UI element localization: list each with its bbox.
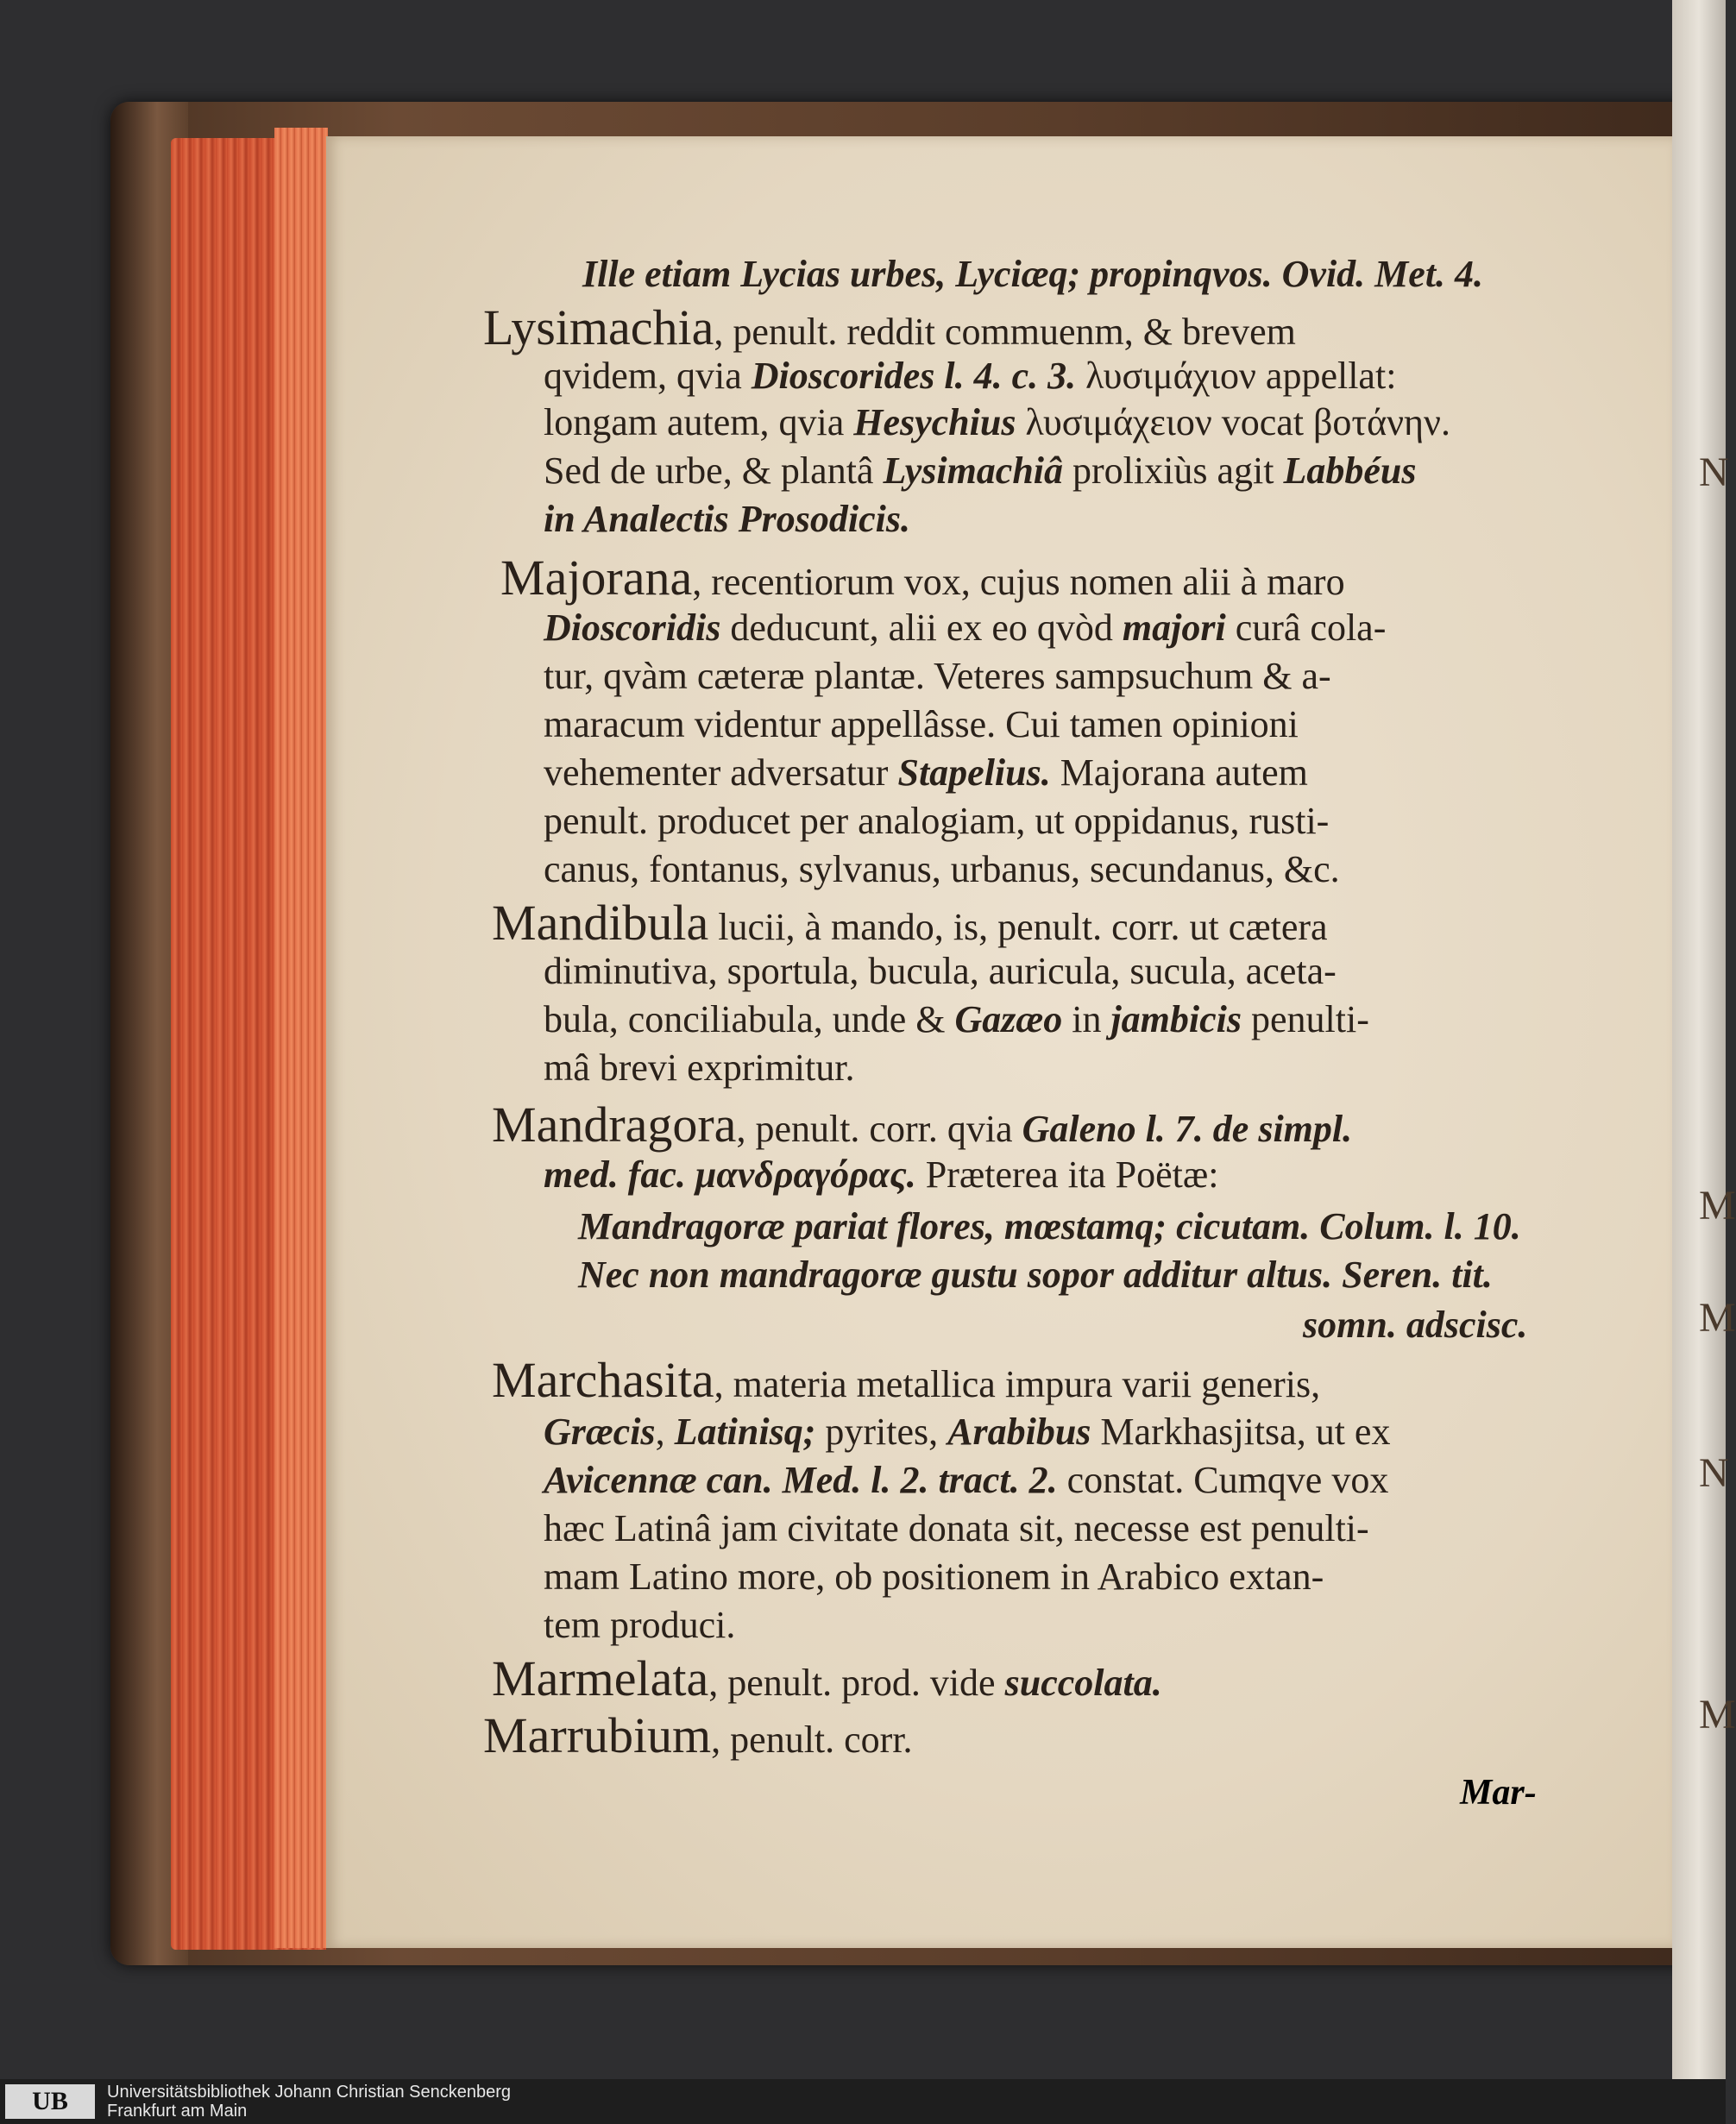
neighbor-page-letters <box>1695 0 1736 2079</box>
text-line <box>483 1707 913 1764</box>
text-span: Avicennæ can. Med. l. 2. tract. 2. <box>544 1459 1058 1501</box>
text-span: Stapelius. <box>897 751 1051 794</box>
text-span: Nec non mandragoræ gustu sopor additur altus. Seren. tit. <box>578 1254 1493 1296</box>
text-line <box>544 797 1329 845</box>
text-span: , penult. prod. vide <box>708 1662 1005 1704</box>
text-span: , penult. reddit commuenm, & brevem <box>714 311 1296 353</box>
text-span: Ovid. Met. 4. <box>1281 253 1484 295</box>
text-span: succolata. <box>1004 1662 1162 1704</box>
text-line <box>492 1650 1162 1707</box>
text-line <box>578 1203 1521 1251</box>
text-span: Lysimachiâ <box>883 449 1064 492</box>
footer-bar <box>0 2079 1726 2124</box>
text-span: somn. adscisc. <box>1303 1304 1528 1346</box>
text-line <box>483 299 1296 356</box>
text-line <box>544 1044 854 1092</box>
entry-headword: Majorana <box>500 550 693 606</box>
text-span: Gazæo <box>954 998 1063 1040</box>
text-line <box>492 1352 1321 1409</box>
text-span: tem produci. <box>544 1604 736 1646</box>
text-span: deducunt, alii ex eo qvòd <box>720 606 1123 649</box>
text-span: Mandragoræ pariat flores, mœstamq; cicutam. Colum. l. 10. <box>578 1205 1521 1247</box>
neighbor-page-letter: M <box>1699 1295 1736 1341</box>
text-span: diminutiva, sportula, bucula, auricula, sucula, aceta- <box>544 950 1337 992</box>
text-line <box>492 895 1328 952</box>
text-span: prolixiùs agit <box>1063 449 1284 492</box>
entry-headword: Marchasita <box>492 1352 714 1408</box>
text-line <box>544 447 1416 495</box>
text-line <box>544 701 1299 749</box>
text-line <box>544 604 1386 652</box>
text-line <box>544 1553 1324 1601</box>
text-span: majori <box>1122 606 1226 649</box>
text-span: Markhasjitsa, ut ex <box>1091 1411 1391 1453</box>
text-span: med. fac. μανδραγόρας. <box>544 1153 916 1196</box>
text-span: Præterea ita Poëtæ: <box>915 1153 1219 1196</box>
neighbor-page-letter: M <box>1699 1692 1736 1738</box>
text-span: longam autem, qvia <box>544 401 854 443</box>
text-span: pyrites, <box>815 1411 948 1453</box>
text-span: tur, qvàm cæteræ plantæ. Veteres sampsuchum & a- <box>544 655 1331 697</box>
text-span: penult. producet per analogiam, ut oppidanus, rusti- <box>544 800 1330 842</box>
text-line <box>544 652 1331 701</box>
text-line <box>544 947 1337 996</box>
text-line <box>544 996 1369 1044</box>
text-span: Ille etiam Lycias urbes, Lyciæq; propinqvos. <box>582 253 1273 295</box>
text-span: , materia metallica impura varii generis, <box>714 1363 1321 1405</box>
text-span: , penult. corr. qvia <box>736 1108 1022 1150</box>
text-line <box>544 1408 1390 1456</box>
text-span: Galeno l. 7. de simpl. <box>1022 1108 1353 1150</box>
text-span: in <box>1062 998 1111 1040</box>
text-line <box>544 1456 1388 1505</box>
text-span: λυσιμάχειον vocat βοτάνην. <box>1016 401 1450 443</box>
text-span: mâ brevi exprimitur. <box>544 1046 855 1089</box>
text-span: in Analectis Prosodicis. <box>544 498 910 540</box>
neighbor-page-letter: N <box>1699 449 1729 495</box>
page-block-edge-inner <box>274 128 328 1948</box>
text-span: mam Latino more, ob positionem in Arabico extan- <box>544 1555 1324 1598</box>
text-span: maracum videntur appellâsse. Cui tamen opinioni <box>544 703 1299 745</box>
text-span: canus, fontanus, sylvanus, urbanus, secundanus, &c. <box>544 848 1340 890</box>
text-span: , recentiorum vox, cujus nomen alii à maro <box>692 561 1345 603</box>
text-line <box>544 845 1340 894</box>
text-span: Latinisq; <box>674 1411 816 1453</box>
text-line <box>582 250 1483 298</box>
text-line <box>1303 1301 1527 1349</box>
library-logo[interactable]: UB <box>5 2084 95 2119</box>
text-span: Græcis <box>544 1411 656 1453</box>
text-line <box>500 550 1345 606</box>
entry-headword: Lysimachia <box>483 299 714 355</box>
text-line <box>544 352 1396 400</box>
text-span: Majorana autem <box>1050 751 1308 794</box>
text-span: Sed de urbe, & plantâ <box>544 449 884 492</box>
text-span: Hesychius <box>853 401 1016 443</box>
text-span: λυσιμάχιον appellat: <box>1076 355 1397 397</box>
text-span: , penult. corr. <box>711 1719 913 1761</box>
text-span: qvidem, qvia <box>544 355 752 397</box>
text-line <box>544 399 1450 447</box>
text-span: hæc Latinâ jam civitate donata sit, necesse est penulti- <box>544 1507 1369 1549</box>
entry-headword: Marmelata <box>492 1650 709 1706</box>
text-span: lucii, à mando, is, penult. corr. ut cætera <box>708 906 1328 948</box>
text-span: penulti- <box>1242 998 1369 1040</box>
text-line <box>544 749 1308 797</box>
catchword: Mar- <box>1460 1773 1537 1813</box>
footer-location: Frankfurt am Main <box>107 2102 248 2121</box>
text-line <box>544 1601 735 1650</box>
text-span: bula, conciliabula, unde & <box>544 998 955 1040</box>
text-span: vehementer adversatur <box>544 751 898 794</box>
text-span: , <box>655 1411 675 1453</box>
text-span <box>1273 253 1282 295</box>
text-span: Arabibus <box>947 1411 1091 1453</box>
neighbor-page-letter: N <box>1699 1450 1729 1496</box>
entry-headword: Marrubium <box>483 1707 712 1763</box>
text-span: Labbéus <box>1283 449 1417 492</box>
text-span: Dioscoridis <box>544 606 721 649</box>
neighbor-page-letter: M <box>1699 1183 1736 1229</box>
text-span: Dioscorides l. 4. c. 3. <box>751 355 1077 397</box>
text-line <box>492 1097 1353 1153</box>
text-span: constat. Cumqve vox <box>1057 1459 1389 1501</box>
text-span: curâ cola- <box>1225 606 1387 649</box>
text-line <box>544 1505 1369 1553</box>
footer-institution: Universitätsbibliothek Johann Christian Senckenberg <box>107 2083 512 2102</box>
entry-headword: Mandragora <box>492 1097 737 1153</box>
entry-headword: Mandibula <box>492 895 709 951</box>
text-line <box>544 1151 1218 1199</box>
text-line <box>578 1251 1493 1299</box>
text-line <box>544 495 910 544</box>
text-span: jambicis <box>1110 998 1242 1040</box>
